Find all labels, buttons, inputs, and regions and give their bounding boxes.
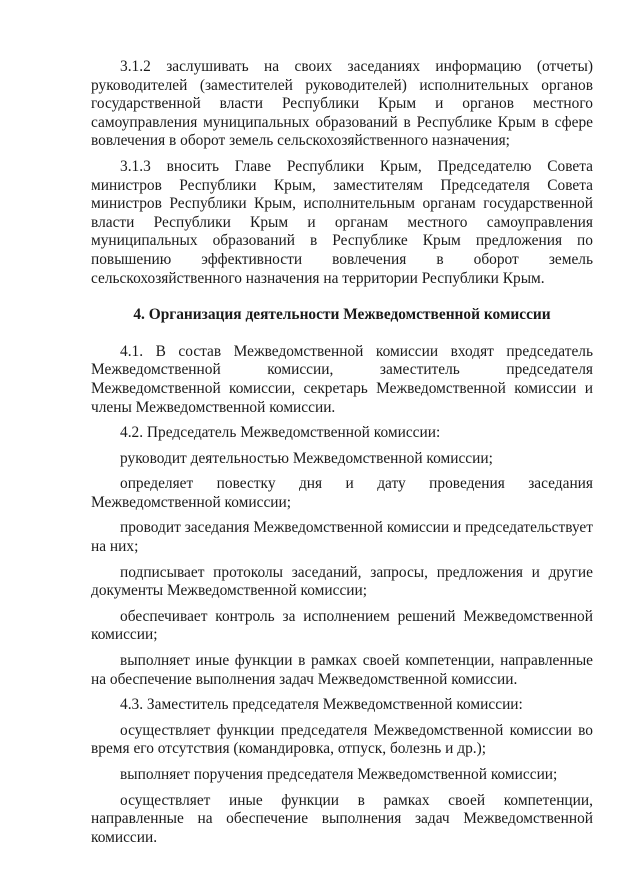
section-heading: 4. Организация деятельности Межведомственной комиссии <box>133 306 551 324</box>
clause-3-1-2: 3.1.2 заслушивать на своих заседаниях информацию (отчеты) руководителей (заместителей руководителей) исполнительных органов государственной власти Республики Крым и органов местного самоуправления муниципальных образований в Республике Крым в сфере вовлечения в оборот земель сельскохозяйственного назначения; <box>91 58 593 150</box>
deputy-duty-substitute: осуществляет функции председателя Межведомственной комиссии во время его отсутствия (командировка, отпуск, болезнь и др.); <box>91 721 593 758</box>
chair-duty-other: выполняет иные функции в рамках своей компетенции, направленные на обеспечение выполнения задач Межведомственной комиссии. <box>91 652 593 688</box>
document-page <box>91 58 593 847</box>
chair-duty-manage: руководит деятельностью Межведомственной комиссии; <box>120 449 493 467</box>
chair-duty-agenda: определяет повестку дня и дату проведения заседания Межведомственной комиссии; <box>91 475 593 511</box>
clause-3-1-3: 3.1.3 вносить Главе Республики Крым, Председателю Совета министров Республики Крым, заместителям Председателя Совета министров Республики Крым, исполнительным органам государственной власти Республики Крым и органам местного самоуправления муниципальных образований в Республике Крым предложения по повышению эффективности вовлечения в оборот земель сельскохозяйственного назначения на территории Республики Крым. <box>91 157 593 287</box>
chair-duty-sign: подписывает протоколы заседаний, запросы, предложения и другие документы Межведомственной комиссии; <box>91 563 593 600</box>
clause-4-3: 4.3. Заместитель председателя Межведомственной комиссии: <box>120 696 523 714</box>
clause-4-1: 4.1. В состав Межведомственной комиссии входят председатель Межведомственной комиссии, заместитель председателя Межведомственной комиссии, секретарь Межведомственной комиссии и члены Межведомственной комиссии. <box>91 342 593 416</box>
clause-4-2: 4.2. Председатель Межведомственной комиссии: <box>120 424 441 442</box>
chair-duty-preside: проводит заседания Межведомственной комиссии и председательствует на них; <box>91 519 593 556</box>
chair-duty-control: обеспечивает контроль за исполнением решений Межведомственной комиссии; <box>91 607 593 644</box>
deputy-duty-orders: выполняет поручения председателя Межведомственной комиссии; <box>120 766 558 783</box>
deputy-duty-other: осуществляет иные функции в рамках своей компетенции, направленные на обеспечение выполнения задач Межведомственной комиссии. <box>91 791 593 846</box>
